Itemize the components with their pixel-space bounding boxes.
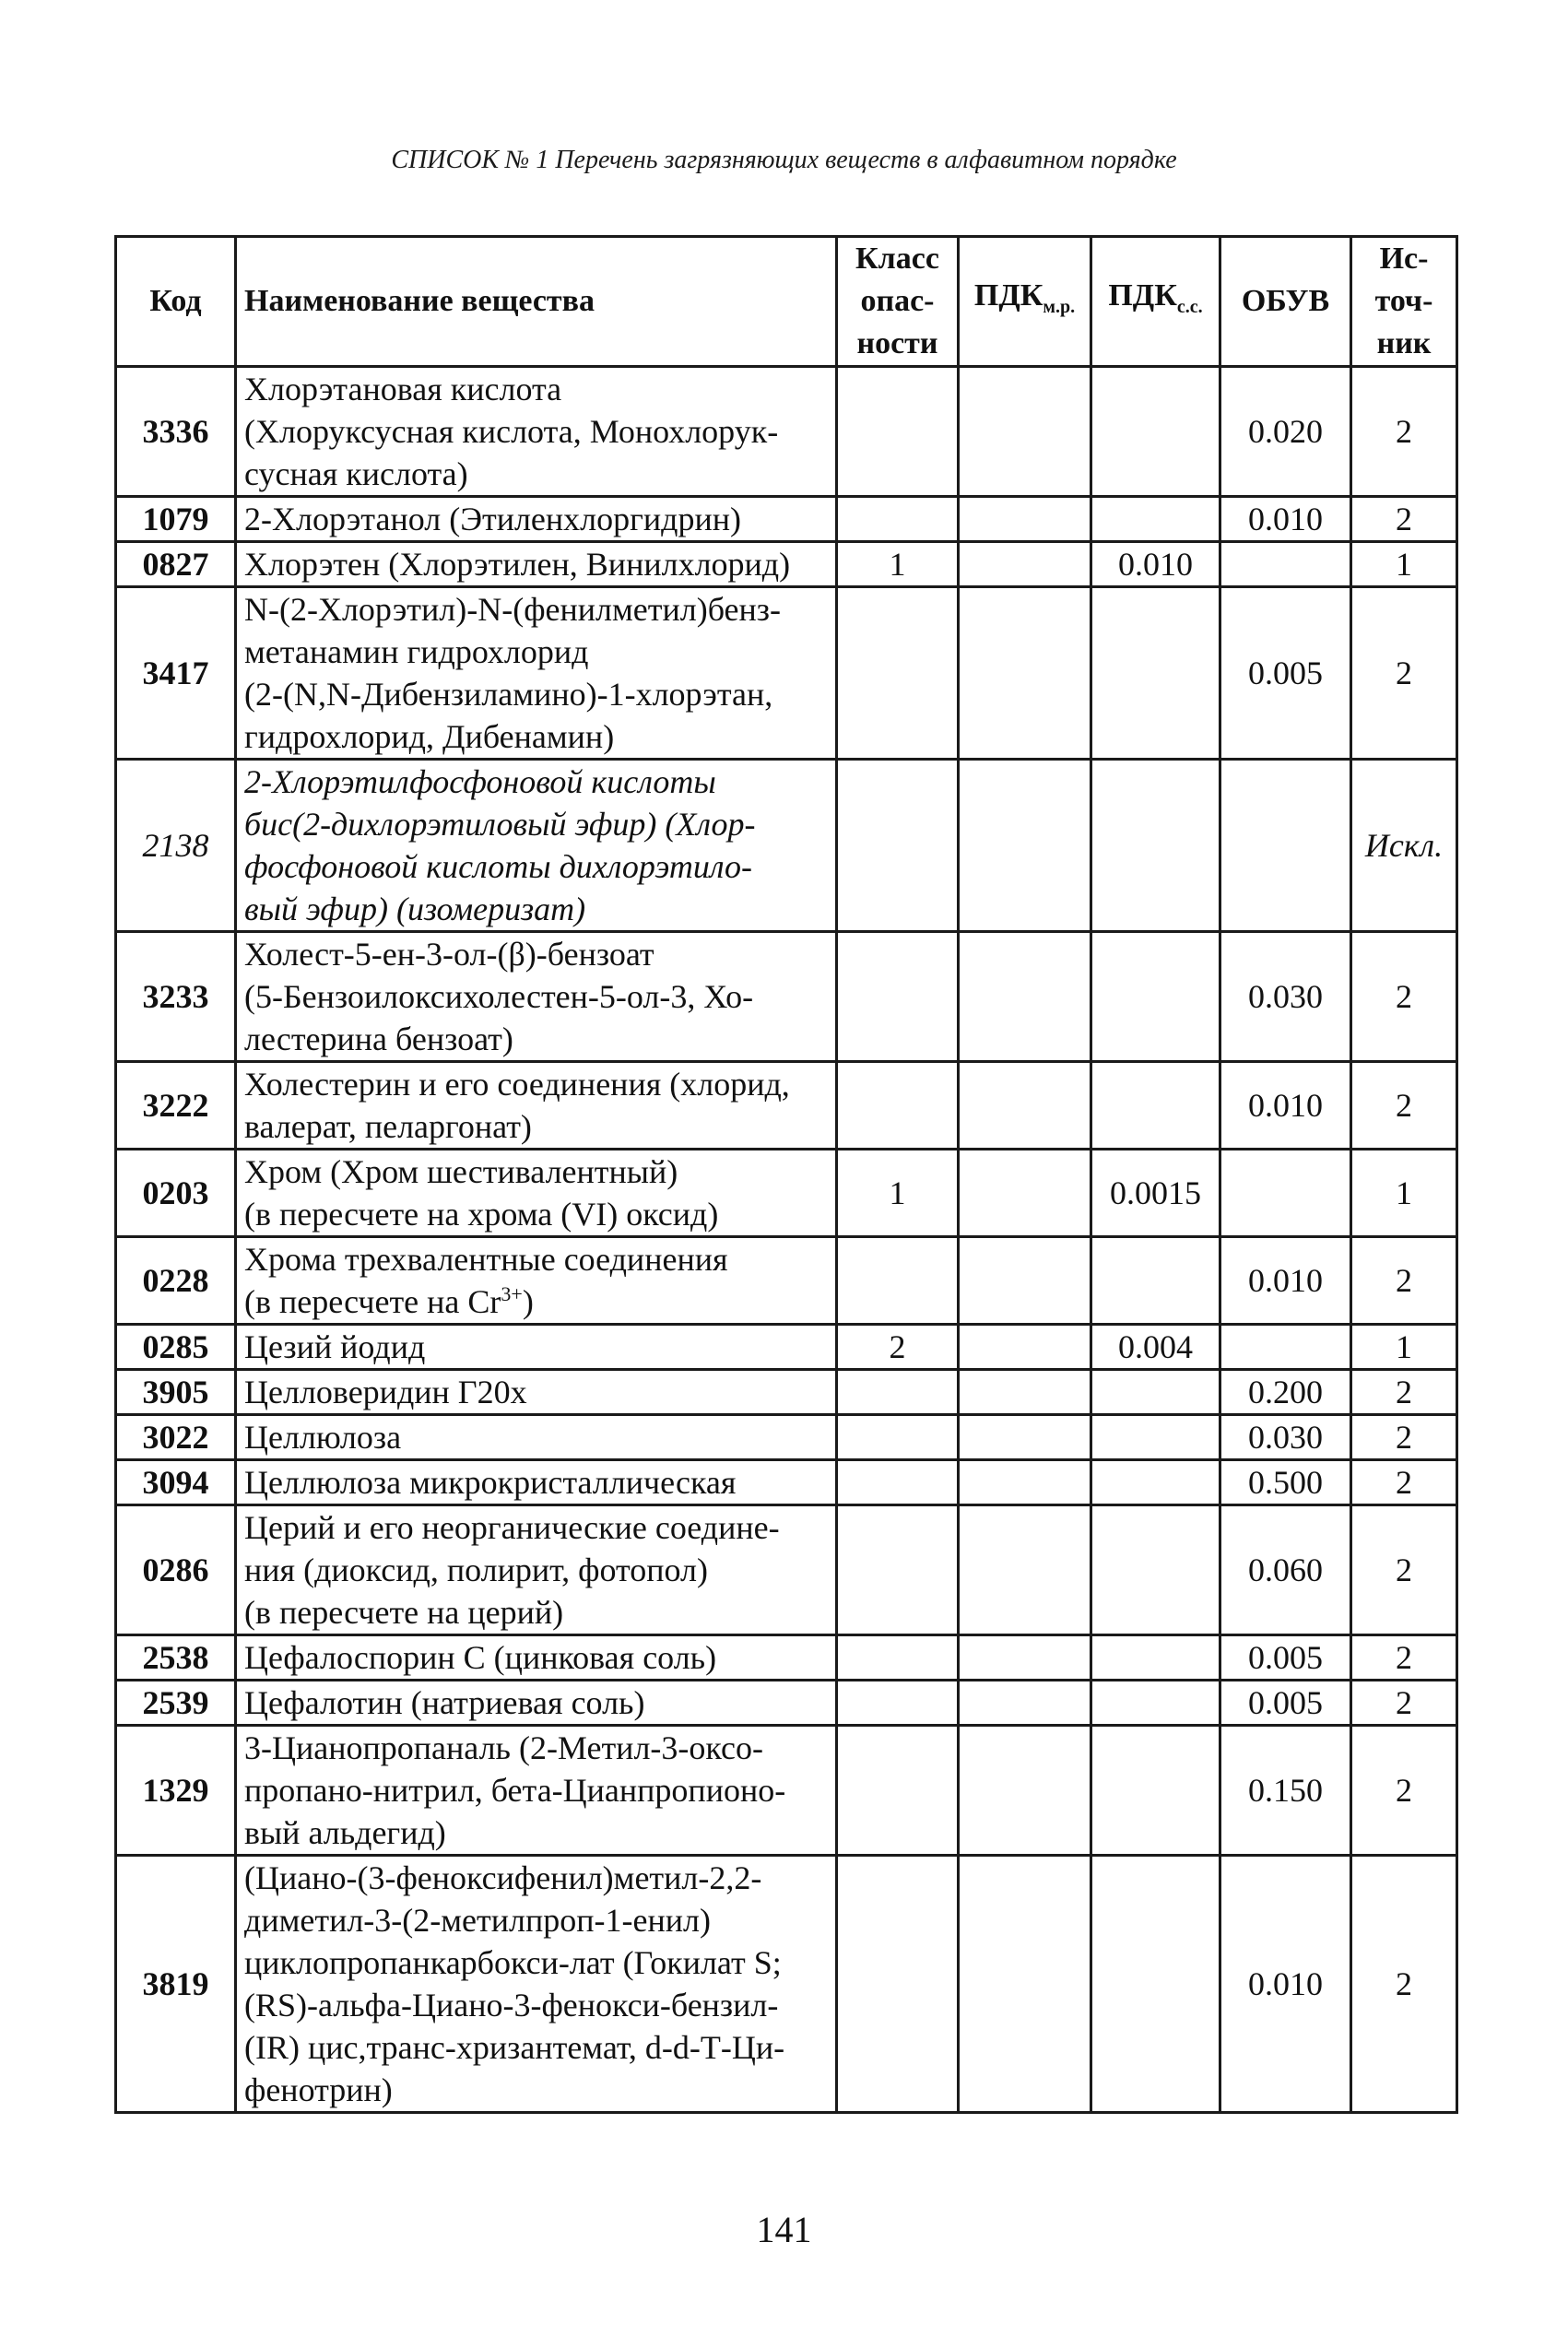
cell-source: 2 (1351, 1635, 1457, 1681)
table-header-row (116, 237, 1457, 367)
cell-name-line: Цефалотин (натриевая соль) (244, 1684, 645, 1721)
cell-obuv: 0.010 (1220, 1237, 1351, 1325)
cell-code: 3417 (116, 587, 236, 760)
cell-source: 2 (1351, 1460, 1457, 1505)
table-row (116, 1460, 1457, 1505)
cell-pdk-mr (959, 760, 1091, 932)
table-row (116, 1856, 1457, 2113)
cell-hazard (837, 760, 959, 932)
cell-obuv: 0.200 (1220, 1370, 1351, 1415)
cell-pdk-ss (1091, 1370, 1220, 1415)
cell-hazard (837, 497, 959, 542)
cell-name-line: (RS)-альфа-Циано-3-фенокси-бензил- (244, 1987, 779, 2024)
cell-name-line: (2-(N,N-Дибензиламино)-1-хлорэтан, (244, 676, 773, 713)
cell-hazard (837, 1460, 959, 1505)
cell-name (236, 367, 837, 497)
cell-name-line: вый альдегид) (244, 1814, 446, 1851)
cell-code: 0203 (116, 1150, 236, 1237)
col-code-header: Код (116, 237, 236, 367)
cell-pdk-ss (1091, 1505, 1220, 1635)
cell-source: 2 (1351, 1505, 1457, 1635)
cell-pdk-ss (1091, 1681, 1220, 1726)
cell-name (236, 1460, 837, 1505)
col-name-header: Наименование вещества (236, 237, 837, 367)
cell-pdk-mr (959, 1856, 1091, 2113)
cell-pdk-ss (1091, 760, 1220, 932)
cell-name-line: валерат, пеларгонат) (244, 1108, 532, 1145)
cell-hazard (837, 1415, 959, 1460)
cell-hazard (837, 1856, 959, 2113)
cell-obuv (1220, 542, 1351, 587)
cell-name-line: лестерина бензоат) (244, 1021, 513, 1057)
cell-hazard (837, 1062, 959, 1150)
cell-name-line: Хрома трехвалентные соединения (244, 1241, 728, 1278)
cell-code: 0228 (116, 1237, 236, 1325)
cell-obuv: 0.150 (1220, 1726, 1351, 1856)
cell-obuv: 0.005 (1220, 1635, 1351, 1681)
table-row (116, 367, 1457, 497)
cell-name-line: Целлюлоза (244, 1419, 402, 1456)
cell-name-line: фенотрин) (244, 2071, 393, 2108)
substances-table (114, 235, 1458, 2114)
cell-name-line: Хлорэтановая кислота (244, 371, 562, 407)
cell-pdk-ss (1091, 587, 1220, 760)
cell-obuv: 0.030 (1220, 1415, 1351, 1460)
cell-name-line: (5-Бензоилоксихолестен-5-ол-3, Хо- (244, 978, 754, 1015)
table-row (116, 587, 1457, 760)
cell-code: 0285 (116, 1325, 236, 1370)
cell-hazard (837, 1635, 959, 1681)
cell-code: 1079 (116, 497, 236, 542)
cell-obuv: 0.010 (1220, 1856, 1351, 2113)
cell-name-line: Холест-5-ен-3-ол-(β)-бензоат (244, 936, 654, 973)
cell-pdk-mr (959, 1237, 1091, 1325)
cell-name-line: Хром (Хром шестивалентный) (244, 1153, 678, 1190)
cell-name (236, 1325, 837, 1370)
cell-name-line: (IR) цис,транс-хризантемат, d-d-Т-Ци- (244, 2029, 785, 2066)
table-row (116, 1370, 1457, 1415)
cell-pdk-ss (1091, 1415, 1220, 1460)
cell-name (236, 1726, 837, 1856)
cell-name (236, 760, 837, 932)
table-row (116, 1150, 1457, 1237)
cell-obuv: 0.020 (1220, 367, 1351, 497)
cell-code: 3336 (116, 367, 236, 497)
cell-code: 3094 (116, 1460, 236, 1505)
cell-pdk-ss: 0.004 (1091, 1325, 1220, 1370)
cell-hazard: 1 (837, 1150, 959, 1237)
cell-pdk-mr (959, 1681, 1091, 1726)
cell-pdk-ss (1091, 367, 1220, 497)
cell-name-line: (в пересчете на $Cr^{3+}$) (244, 1282, 534, 1320)
cell-name (236, 1681, 837, 1726)
cell-name-line: гидрохлорид, Дибенамин) (244, 718, 615, 755)
cell-name-line: Цезий йодид (244, 1328, 426, 1365)
cell-name-line: (Циано-(3-феноксифенил)метил-2,2- (244, 1859, 762, 1896)
cell-pdk-mr (959, 587, 1091, 760)
cell-name (236, 1856, 837, 2113)
cell-source: 1 (1351, 1150, 1457, 1237)
cell-name-line: метанамин гидрохлорид (244, 633, 589, 670)
col-pdk-mr-header: $ПДК_{м.р.}$ (959, 237, 1091, 367)
cell-name-line: фосфоновой кислоты дихлорэтило- (244, 848, 752, 885)
page-header: СПИСОК № 1 Перечень загрязняющих веществ в алфавитном порядке (391, 146, 1177, 174)
cell-obuv: 0.005 (1220, 1681, 1351, 1726)
cell-obuv: 0.005 (1220, 587, 1351, 760)
cell-code: 0286 (116, 1505, 236, 1635)
cell-name-line: диметил-3-(2-метилпроп-1-енил) (244, 1902, 711, 1939)
table-row (116, 542, 1457, 587)
cell-source: 2 (1351, 1415, 1457, 1460)
cell-name-line: 3-Цианопропаналь (2-Метил-3-оксо- (244, 1729, 763, 1766)
table-row (116, 1726, 1457, 1856)
cell-source: 2 (1351, 932, 1457, 1062)
cell-hazard (837, 932, 959, 1062)
cell-pdk-ss (1091, 1726, 1220, 1856)
col-source-header: Ис- точ- ник (1351, 237, 1457, 367)
cell-pdk-mr (959, 1150, 1091, 1237)
cell-pdk-ss (1091, 1062, 1220, 1150)
cell-name (236, 542, 837, 587)
page-number: 141 (756, 2209, 812, 2250)
cell-name-line: 2-Хлорэтилфосфоновой кислоты (244, 763, 716, 800)
cell-name-line: вый эфир) (изомеризат) (244, 891, 586, 927)
cell-pdk-ss: 0.0015 (1091, 1150, 1220, 1237)
cell-source: 2 (1351, 367, 1457, 497)
cell-obuv (1220, 1150, 1351, 1237)
cell-name (236, 1415, 837, 1460)
col-hazard-header: Класс опас- ности (837, 237, 959, 367)
cell-name-line: сусная кислота) (244, 455, 468, 492)
cell-pdk-mr (959, 1062, 1091, 1150)
cell-code: 0827 (116, 542, 236, 587)
cell-pdk-mr (959, 542, 1091, 587)
cell-obuv: 0.500 (1220, 1460, 1351, 1505)
cell-source: 2 (1351, 497, 1457, 542)
cell-name-line: Целловеридин Г20х (244, 1374, 527, 1410)
cell-name-line: Хлорэтен (Хлорэтилен, Винилхлорид) (244, 546, 791, 583)
cell-pdk-mr (959, 1726, 1091, 1856)
cell-name-line: 2-Хлорэтанол (Этиленхлоргидрин) (244, 501, 741, 537)
cell-name (236, 497, 837, 542)
table-row (116, 1062, 1457, 1150)
cell-source: 2 (1351, 1681, 1457, 1726)
cell-name (236, 1635, 837, 1681)
cell-name-line: ния (диоксид, полирит, фотопол) (244, 1552, 708, 1588)
table-body (116, 367, 1457, 2113)
cell-obuv: 0.010 (1220, 1062, 1351, 1150)
cell-pdk-ss: 0.010 (1091, 542, 1220, 587)
cell-obuv: 0.030 (1220, 932, 1351, 1062)
cell-pdk-mr (959, 1635, 1091, 1681)
cell-hazard (837, 1370, 959, 1415)
cell-code: 2538 (116, 1635, 236, 1681)
cell-code: 3233 (116, 932, 236, 1062)
cell-source: 2 (1351, 1726, 1457, 1856)
cell-pdk-mr (959, 1460, 1091, 1505)
table-row (116, 1325, 1457, 1370)
col-pdk-ss-header: $ПДК_{с.с.}$ (1091, 237, 1220, 367)
cell-obuv (1220, 1325, 1351, 1370)
cell-name (236, 1237, 837, 1325)
cell-name (236, 587, 837, 760)
cell-pdk-ss (1091, 1856, 1220, 2113)
cell-code: 2138 (116, 760, 236, 932)
cell-name-line: пропано-нитрил, бета-Цианпропионо- (244, 1772, 786, 1809)
table-row (116, 1237, 1457, 1325)
cell-code: 1329 (116, 1726, 236, 1856)
cell-pdk-mr (959, 1325, 1091, 1370)
table-row (116, 1681, 1457, 1726)
cell-pdk-mr (959, 1505, 1091, 1635)
cell-name-line: N-(2-Хлорэтил)-N-(фенилметил)бенз- (244, 591, 781, 628)
cell-hazard (837, 367, 959, 497)
cell-name (236, 1062, 837, 1150)
cell-name-line: Холестерин и его соединения (хлорид, (244, 1066, 790, 1103)
cell-name (236, 932, 837, 1062)
cell-name (236, 1505, 837, 1635)
cell-hazard (837, 1505, 959, 1635)
cell-pdk-ss (1091, 932, 1220, 1062)
cell-source: 2 (1351, 1062, 1457, 1150)
cell-pdk-mr (959, 932, 1091, 1062)
cell-pdk-mr (959, 497, 1091, 542)
cell-name-line: Цефалоспорин С (цинковая соль) (244, 1639, 717, 1676)
table-row (116, 932, 1457, 1062)
cell-hazard (837, 587, 959, 760)
cell-name-line: (в пересчете на хрома (VI) оксид) (244, 1196, 719, 1233)
cell-pdk-ss (1091, 1635, 1220, 1681)
cell-hazard (837, 1681, 959, 1726)
cell-code: 3022 (116, 1415, 236, 1460)
cell-pdk-ss (1091, 497, 1220, 542)
cell-source: 1 (1351, 542, 1457, 587)
cell-obuv (1220, 760, 1351, 932)
cell-name (236, 1150, 837, 1237)
col-obuv-header: ОБУВ (1220, 237, 1351, 367)
cell-source: 2 (1351, 587, 1457, 760)
table-row (116, 1635, 1457, 1681)
table-row (116, 1505, 1457, 1635)
cell-hazard: 1 (837, 542, 959, 587)
cell-pdk-ss (1091, 1460, 1220, 1505)
cell-source: Искл. (1351, 760, 1457, 932)
cell-name-line: Целлюлоза микрокристаллическая (244, 1464, 737, 1501)
cell-hazard (837, 1237, 959, 1325)
cell-pdk-mr (959, 1370, 1091, 1415)
cell-pdk-mr (959, 367, 1091, 497)
cell-code: 2539 (116, 1681, 236, 1726)
cell-source: 2 (1351, 1370, 1457, 1415)
table-row (116, 1415, 1457, 1460)
cell-source: 2 (1351, 1856, 1457, 2113)
cell-source: 2 (1351, 1237, 1457, 1325)
cell-source: 1 (1351, 1325, 1457, 1370)
cell-obuv: 0.010 (1220, 497, 1351, 542)
table-row (116, 760, 1457, 932)
cell-code: 3905 (116, 1370, 236, 1415)
cell-name-line: (в пересчете на церий) (244, 1594, 564, 1631)
cell-hazard (837, 1726, 959, 1856)
cell-code: 3222 (116, 1062, 236, 1150)
cell-name-line: бис(2-дихлорэтиловый эфир) (Хлор- (244, 806, 756, 843)
table-row (116, 497, 1457, 542)
cell-obuv: 0.060 (1220, 1505, 1351, 1635)
cell-pdk-ss (1091, 1237, 1220, 1325)
cell-pdk-mr (959, 1415, 1091, 1460)
cell-name-line: циклопропанкарбокси-лат (Гокилат S; (244, 1944, 782, 1981)
cell-code: 3819 (116, 1856, 236, 2113)
cell-hazard: 2 (837, 1325, 959, 1370)
cell-name-line: Церий и его неорганические соедине- (244, 1509, 780, 1546)
cell-name (236, 1370, 837, 1415)
cell-name-line: (Хлоруксусная кислота, Монохлорук- (244, 413, 779, 450)
